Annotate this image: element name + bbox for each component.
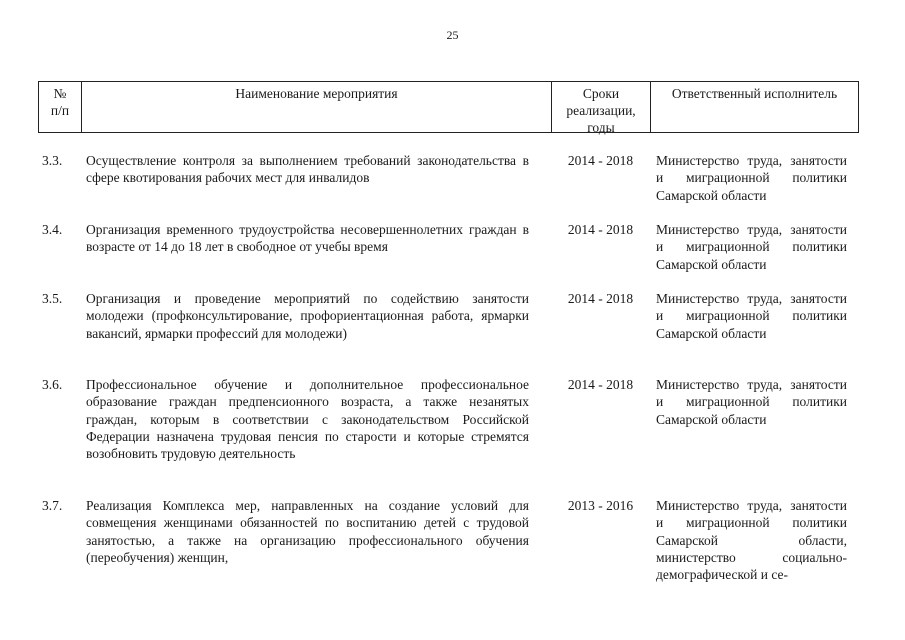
header-responsible: Ответственный исполнитель xyxy=(671,86,838,101)
row-name: Осуществление контроля за выполнением требований законодательства в сфере квотирования рабочих мест для инвалидов xyxy=(86,153,529,186)
table-body xyxy=(38,152,859,583)
row-responsible: Министерство труда, занятости и миграционной политики Самарской области xyxy=(656,377,847,427)
table-row xyxy=(38,152,859,205)
table-header xyxy=(38,81,859,133)
table-row xyxy=(38,290,859,360)
row-responsible: Министерство труда, занятости и миграционной политики Самарской области xyxy=(656,153,847,203)
page-number: 25 xyxy=(446,28,459,42)
table-row xyxy=(38,497,859,583)
header-number: № п/п xyxy=(39,82,82,132)
row-number: 3.6. xyxy=(42,377,63,392)
row-responsible: Министерство труда, занятости и миграционной политики Самарской области xyxy=(656,222,847,272)
table-row xyxy=(38,221,859,274)
row-term: 2013 - 2016 xyxy=(567,498,634,513)
row-responsible: Министерство труда, занятости и миграционной политики Самарской области, министерство социально-демографической и се- xyxy=(656,498,847,583)
row-term: 2014 - 2018 xyxy=(567,291,634,306)
row-name: Организация и проведение мероприятий по содействию занятости молодежи (профконсультирование, профориентационная работа, ярмарки вакансий, ярмарки профессий для молодежи) xyxy=(86,291,529,341)
row-name: Организация временного трудоустройства несовершеннолетних граждан в возрасте от 14 до 18 лет в свободное от учебы время xyxy=(86,222,529,255)
row-number: 3.7. xyxy=(42,498,63,513)
row-responsible: Министерство труда, занятости и миграционной политики Самарской области xyxy=(656,291,847,341)
row-number: 3.4. xyxy=(42,222,63,237)
table-row xyxy=(38,376,859,481)
header-term: Сроки реализации, годы xyxy=(552,82,651,132)
row-name: Реализация Комплекса мер, направленных на создание условий для совмещения женщинами обязанностей по воспитанию детей с трудовой занятостью, а также на организацию профессионального обучения (переобучения) женщин, xyxy=(86,498,529,565)
row-number: 3.3. xyxy=(42,153,63,168)
row-number: 3.5. xyxy=(42,291,63,306)
row-name: Профессиональное обучение и дополнительное профессиональное образование граждан предпенсионного возраста, а также незанятых граждан, которым в соответствии с законодательством Российской Федерации назначена трудовая пенсия по старости и которые стремятся возобновить трудовую деятельность xyxy=(86,377,529,462)
row-term: 2014 - 2018 xyxy=(567,377,634,392)
row-term: 2014 - 2018 xyxy=(567,153,634,168)
header-name: Наименование мероприятия xyxy=(82,82,552,132)
row-term: 2014 - 2018 xyxy=(567,222,634,237)
